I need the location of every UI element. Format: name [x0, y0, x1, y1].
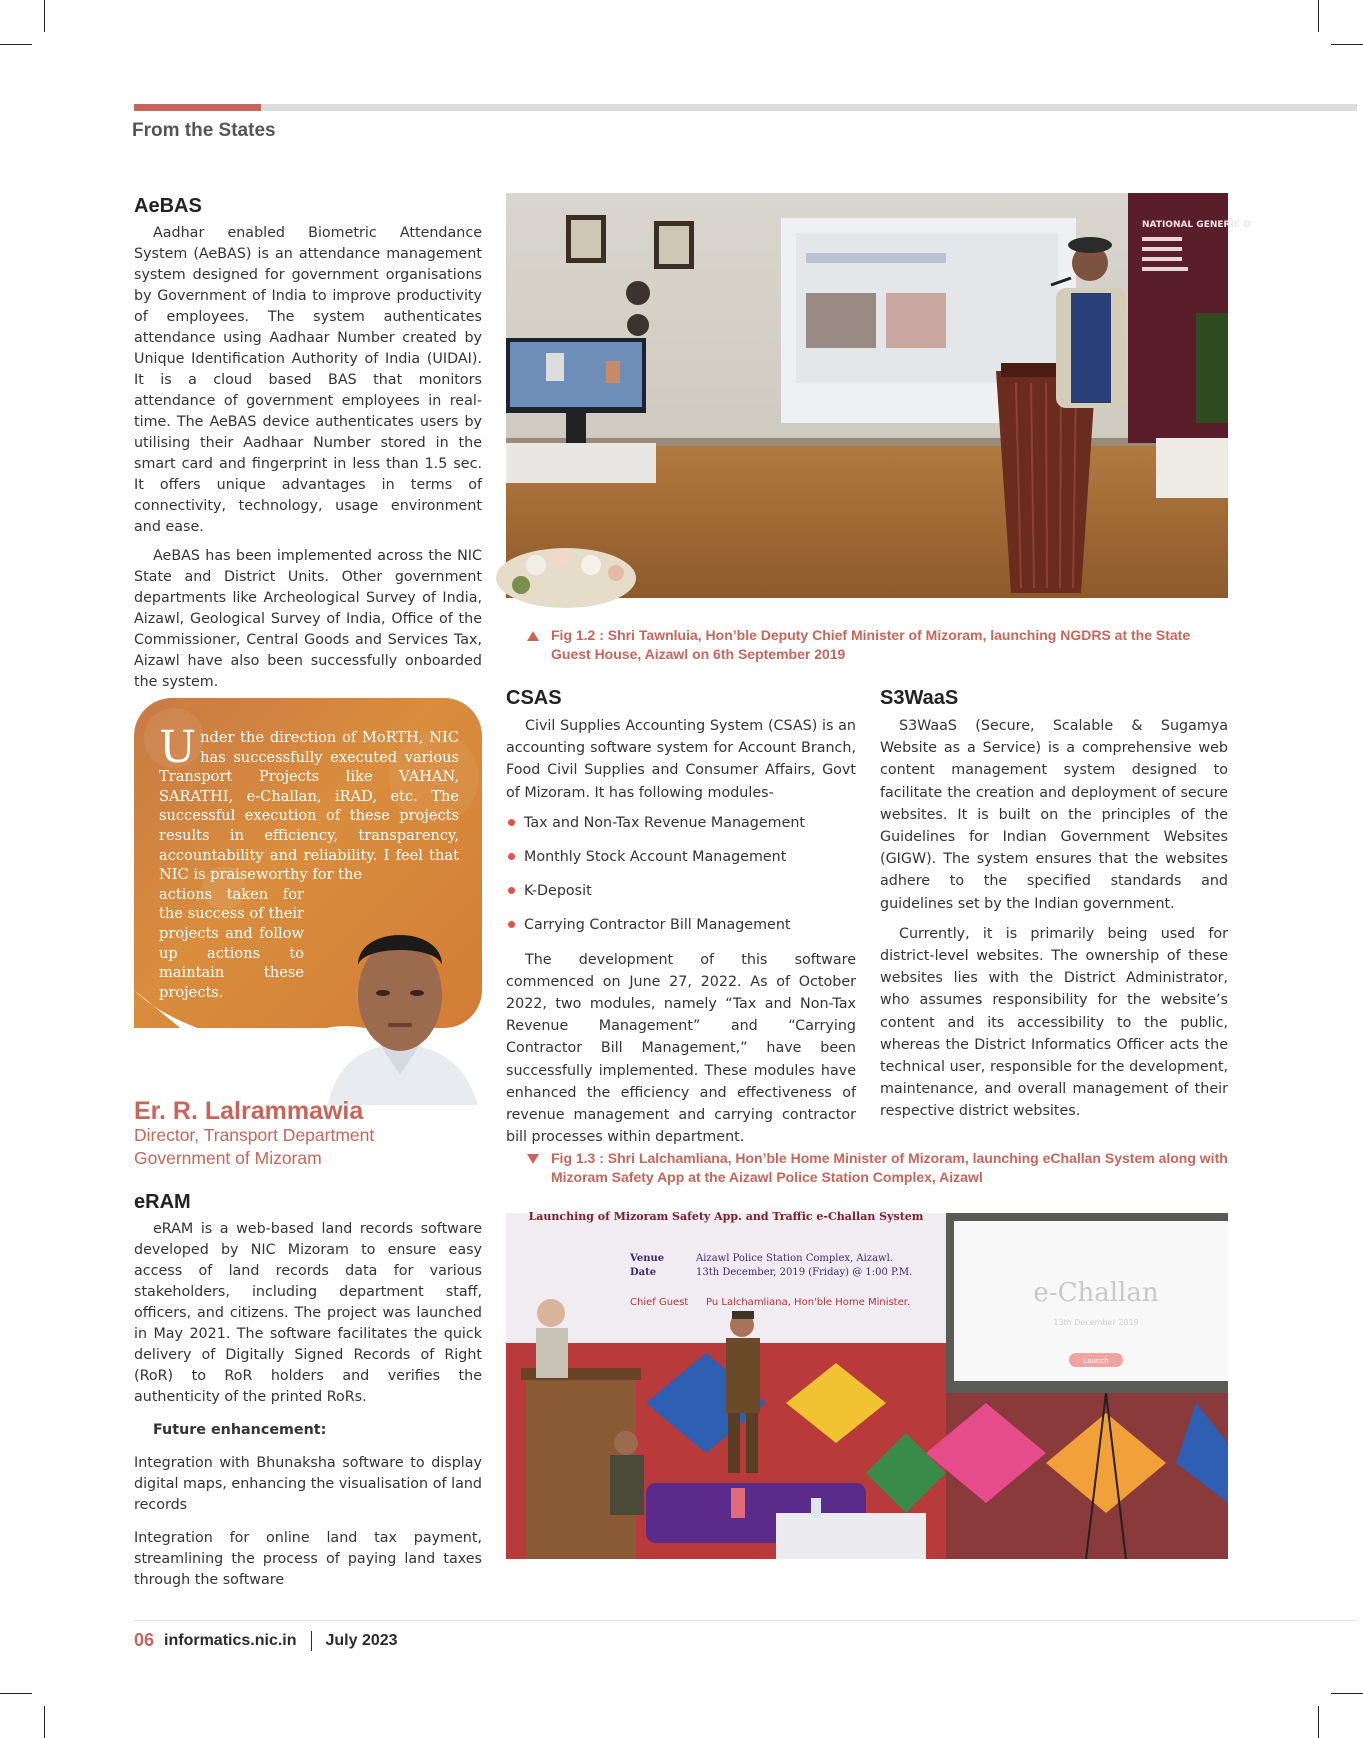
fig13-caption — [551, 1149, 1228, 1187]
crop-mark — [1318, 1706, 1319, 1738]
s3waas-heading: S3WaaS — [880, 687, 959, 709]
crop-mark — [44, 0, 45, 32]
csas-module-list — [506, 812, 856, 937]
fig13-screen-title: e-Challan — [1033, 1278, 1159, 1308]
aebas-heading: AeBAS — [134, 195, 202, 217]
caption-triangle-icon — [527, 631, 539, 641]
aebas-paragraph: Aadhar enabled Biometric Attendance System (AeBAS) is an attendance management system designed for government organisations by Government of India to improve productivity of employees. The system authenticates attendance using Aadhaar Number created by Unique Identification Authority of India (UIDAI). It is a cloud based BAS that monitors attendance of government employees in real-time. The AeBAS device authenticates users by utilising their Aadhaar Number stored in the smart card and fingerprint in less than 1.5 sec. It offers unique advantages in terms of connectivity, technology, usage environment and ease. — [134, 225, 482, 535]
csas-paragraph: The development of this software commenced on June 27, 2022. As of October 2022, two modules, namely “Tax and Non-Tax Revenue Management” and “Carrying Contractor Bill Management,” have been successfully implemented. These modules have enhanced the efficiency and effectiveness of revenue management and carrying contractor bill processes within department. — [506, 951, 856, 1146]
quote-text-narrow: actions taken for the success of their projects and follow up actions to maintain these projects. — [159, 885, 304, 1001]
csas-body — [506, 715, 856, 1156]
fig13-guest-label: Chief Guest — [630, 1297, 689, 1308]
footer-rule — [134, 1620, 1357, 1621]
s3waas-paragraph: S3WaaS (Secure, Scalable & Sugamya Website as a Service) is a comprehensive web content management system designed to facilitate the creation and deployment of secure websites. It is built on the principles of the Guidelines for Indian Government Websites (GIGW). The system ensures that the websites adhere to the specified standards and guidelines set by the Indian government. — [880, 718, 1228, 912]
s3waas-paragraph: Currently, it is primarily being used for district-level websites. The ownership of these websites lies with the District Administrator, who assumes responsibility for the website’s content and its accessibility to the public, whereas the District Informatics Officer acts the technical user, responsible for the development, maintenance, and overall management of their respective district websites. — [880, 925, 1228, 1120]
eram-bullet-text: Integration with Bhunaksha software to display digital maps, enhancing the visualisation of land records — [134, 1455, 482, 1513]
csas-module-item: Carrying Contractor Bill Management — [506, 914, 856, 936]
fig13-banner-title: Launching of Mizoram Safety App. and Traffic e-Challan System — [528, 1210, 924, 1223]
director-organisation: Government of Mizoram — [134, 1148, 322, 1168]
fig13-date-label: Date — [630, 1267, 657, 1278]
eram-paragraph: eRAM is a web-based land records software developed by NIC Mizoram to ensure easy access of land records data for various stakeholders, including department staff, officers, and citizens. The project was launched in May 2021. The software facilitates the quick delivery of Digitally Signed Records of Right (RoR) to RoR holders and verifies the authenticity of the printed RoRs. — [134, 1221, 482, 1405]
footer-site: informatics.nic.in — [164, 1631, 297, 1649]
eram-heading: eRAM — [134, 1191, 191, 1213]
s3waas-body — [880, 715, 1228, 1131]
director-role: Director, Transport Department — [134, 1125, 375, 1145]
csas-module-item: Monthly Stock Account Management — [506, 846, 856, 868]
fig13-guest-value: Pu Lalchamliana, Hon'ble Home Minister. — [706, 1297, 911, 1308]
fig12-caption-text: Fig 1.2 : Shri Tawnluia, Hon’ble Deputy Chief Minister of Mizoram, launching NGDRS at the State Guest House, Aizawl on 6th September 2019 — [551, 627, 1191, 662]
fig12-banner-text: NATIONAL GENERIC D — [1142, 220, 1252, 230]
director-name: Er. R. Lalrammawia — [134, 1097, 364, 1125]
fig13-screen-button: Launch — [1083, 1357, 1109, 1365]
fig13-venue-label: Venue — [630, 1253, 665, 1264]
crop-mark — [0, 44, 32, 45]
crop-mark — [44, 1706, 45, 1738]
csas-heading: CSAS — [506, 687, 562, 709]
fig13-venue-value: Aizawl Police Station Complex, Aizawl. — [696, 1253, 893, 1264]
director-portrait — [318, 905, 483, 1105]
caption-triangle-icon — [527, 1154, 539, 1164]
aebas-body — [134, 223, 482, 701]
eram-bullet — [134, 1528, 482, 1591]
csas-intro: Civil Supplies Accounting System (CSAS) is an accounting software system for Account Branch, Food Civil Supplies and Consumer Affairs, Govt of Mizoram. It has following modules- — [506, 718, 856, 801]
fig12-caption — [551, 626, 1228, 664]
fig13-caption-text: Fig 1.3 : Shri Lalchamliana, Hon’ble Home Minister of Mizoram, launching eChallan System along with Mizoram Safety App at the Aizawl Police Station Complex, Aizawl — [551, 1150, 1228, 1185]
crop-mark — [1318, 0, 1319, 32]
footer-separator — [311, 1631, 312, 1651]
section-title: From the States — [132, 120, 276, 141]
header-rule — [134, 104, 1357, 111]
csas-module-item: K-Deposit — [506, 880, 856, 902]
fig13-date-value: 13th December, 2019 (Friday) @ 1:00 P.M. — [696, 1267, 913, 1278]
fig13-screen-date: 13th December 2019 — [1053, 1318, 1139, 1327]
footer-date: July 2023 — [325, 1631, 398, 1649]
crop-mark — [1331, 44, 1363, 45]
aebas-paragraph: AeBAS has been implemented across the NIC State and District Units. Other government departments like Archeological Survey of India, Aizawl, Geological Survey of India, Office of the Commissioner, Central Goods and Services Tax, Aizawl have also been successfully onboarded the system. — [134, 548, 482, 690]
fig12-photo — [506, 193, 1252, 598]
footer — [134, 1630, 398, 1651]
crop-mark — [0, 1693, 32, 1694]
eram-body — [134, 1219, 482, 1599]
fig13-photo — [506, 1210, 1228, 1559]
header-accent — [134, 104, 261, 111]
quote-text-wide: nder the direction of MoRTH, NIC has successfully executed various Transport Projects like VAHAN, SARATHI, e-Challan, iRAD, etc. The successful execution of these projects results in efficiency, transparency, accountability and reliability. I feel that NIC is praiseworthy for the — [159, 729, 459, 884]
quote-dropcap: U — [159, 722, 197, 773]
eram-future-label: Future enhancement: — [153, 1422, 327, 1438]
crop-mark — [1331, 1693, 1363, 1694]
csas-module-item: Tax and Non-Tax Revenue Management — [506, 812, 856, 834]
eram-bullet-text: Integration for online land tax payment, streamlining the process of paying land taxes through the software — [134, 1530, 482, 1588]
eram-bullet — [134, 1453, 482, 1516]
page-number: 06 — [134, 1630, 155, 1650]
